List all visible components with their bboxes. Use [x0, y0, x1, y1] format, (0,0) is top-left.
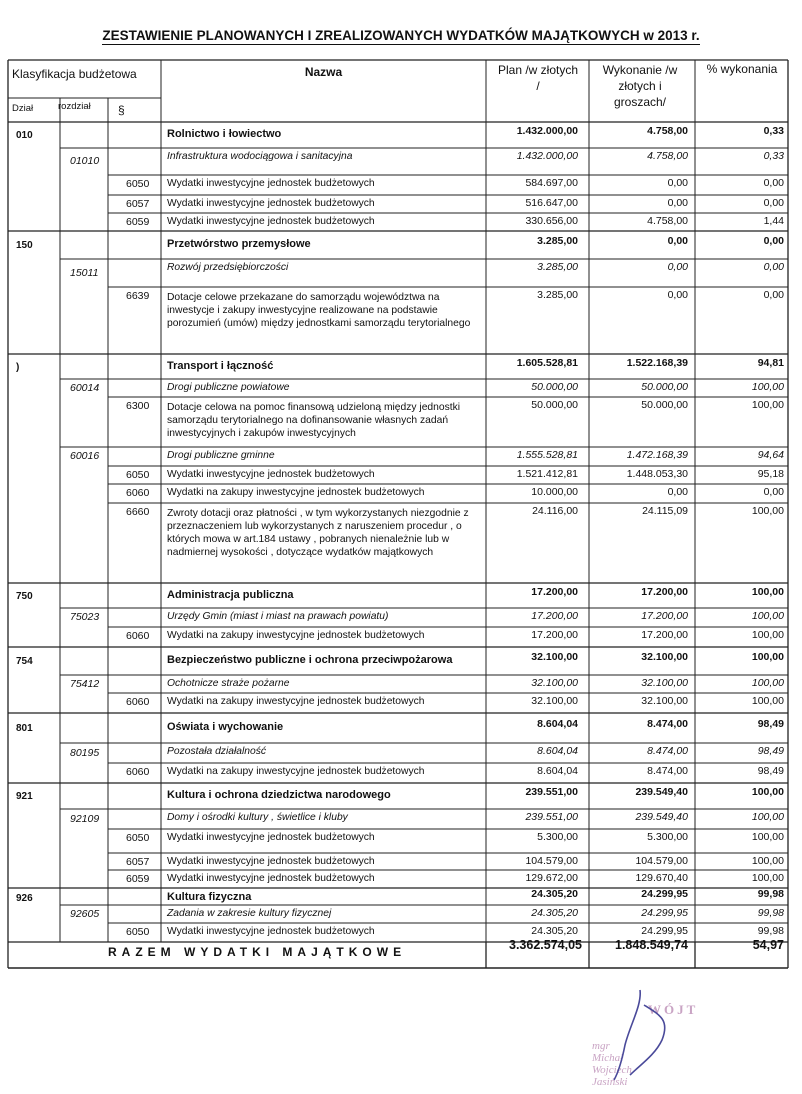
row-plan: 17.200,00	[531, 585, 578, 598]
row-plan: 17.200,00	[531, 629, 578, 641]
row-nazwa: Wydatki inwestycyjne jednostek budżetowych	[167, 856, 375, 867]
row-wykonanie: 0,00	[667, 261, 688, 273]
row-wykonanie: 1.472.168,39	[626, 449, 688, 461]
handwritten-signature	[600, 985, 680, 1085]
row-rozdzial: 92605	[70, 907, 100, 920]
signature-name: mgr Michał Wojciech Jasiński	[592, 1040, 632, 1088]
row-paragraf: 6660	[126, 506, 150, 518]
row-procent: 0,33	[763, 150, 784, 162]
row-plan: 129.672,00	[525, 872, 578, 884]
row-wykonanie: 104.579,00	[635, 855, 688, 867]
row-procent: 100,00	[751, 381, 784, 393]
row-nazwa: Kultura i ochrona dziedzictwa narodowego	[167, 789, 391, 801]
row-procent: 99,98	[757, 925, 784, 937]
row-nazwa: Wydatki inwestycyjne jednostek budżetowych	[167, 178, 375, 189]
row-procent: 100,00	[751, 651, 784, 663]
row-nazwa: Rolnictwo i łowiectwo	[167, 128, 282, 140]
row-procent: 100,00	[751, 695, 784, 707]
row-paragraf: 6050	[126, 926, 150, 938]
row-rozdzial: 01010	[70, 155, 100, 167]
row-plan: 32.100,00	[531, 651, 578, 663]
row-nazwa: Wydatki na zakupy inwestycyjne jednostek budżetowych	[167, 630, 425, 641]
row-wykonanie: 17.200,00	[641, 585, 688, 598]
row-plan: 24.116,00	[532, 505, 578, 517]
row-plan: 1.555.528,81	[516, 449, 578, 461]
row-wykonanie: 4.758,00	[647, 215, 688, 227]
row-rozdzial: 75412	[70, 677, 100, 690]
document-title-text: ZESTAWIENIE PLANOWANYCH I ZREALIZOWANYCH WYDATKÓW MAJĄTKOWYCH w 2013 r.	[102, 28, 700, 43]
row-nazwa: Zwroty dotacji oraz płatności , w tym wykorzystanych niezgodnie z przeznaczeniem lub wykorzystanych z naruszeniem procedur , o których mowa w art.184 ustawy , pobranych nienależnie lub w nadmiernej wysokości , dotyczące wydatków majątkowych	[167, 508, 469, 558]
row-nazwa: Transport i łączność	[167, 359, 274, 372]
row-procent: 100,00	[751, 677, 784, 689]
row-dzial: 921	[16, 791, 33, 802]
row-paragraf: 6050	[126, 178, 150, 190]
row-wykonanie: 50.000,00	[641, 399, 688, 411]
row-nazwa: Kultura fizyczna	[167, 891, 252, 903]
row-plan: 8.604,04	[537, 765, 578, 777]
row-paragraf: 6057	[126, 198, 150, 210]
row-paragraf: 6639	[126, 290, 150, 302]
row-plan: 330.656,00	[525, 215, 578, 227]
header-plan: Plan /w złotych /	[497, 63, 579, 93]
row-procent: 94,81	[757, 356, 784, 369]
row-nazwa: Wydatki inwestycyjne jednostek budżetowych	[167, 873, 375, 884]
row-wykonanie: 4.758,00	[647, 150, 688, 162]
row-paragraf: 6050	[126, 832, 150, 844]
row-nazwa: Wydatki inwestycyjne jednostek budżetowych	[167, 216, 375, 227]
row-dzial: 010	[16, 130, 33, 141]
row-plan: 8.604,04	[537, 745, 578, 757]
row-wykonanie: 8.474,00	[647, 765, 688, 777]
row-plan: 8.604,04	[537, 718, 578, 730]
row-procent: 99,98	[757, 907, 784, 919]
row-wykonanie: 239.549,40	[635, 811, 688, 823]
row-nazwa: Wydatki inwestycyjne jednostek budżetowych	[167, 832, 375, 843]
row-paragraf: 6060	[126, 487, 150, 499]
row-nazwa: Domy i ośrodki kultury , świetlice i kluby	[167, 812, 348, 823]
row-plan: 32.100,00	[531, 677, 578, 689]
row-plan: 516.647,00	[525, 197, 578, 209]
row-procent: 94,64	[757, 449, 784, 461]
row-procent: 98,49	[757, 745, 784, 757]
row-wykonanie: 129.670,40	[635, 872, 688, 884]
row-paragraf: 6060	[126, 630, 150, 642]
row-dzial: 754	[16, 656, 33, 667]
header-nazwa: Nazwa	[304, 65, 343, 79]
row-plan: 1.521.412,81	[516, 468, 578, 480]
row-paragraf: 6059	[126, 216, 150, 228]
row-wykonanie: 24.299,95	[641, 907, 688, 919]
row-plan: 50.000,00	[531, 399, 578, 411]
row-procent: 95,18	[757, 468, 784, 480]
row-plan: 3.285,00	[537, 235, 578, 247]
row-wykonanie: 1.448.053,30	[626, 468, 688, 480]
row-plan: 24.305,20	[531, 888, 578, 900]
row-wykonanie: 0,00	[667, 177, 688, 189]
row-wykonanie: 24.115,09	[642, 505, 688, 517]
row-rozdzial: 60016	[70, 450, 100, 462]
row-wykonanie: 8.474,00	[647, 718, 688, 730]
row-wykonanie: 24.299,95	[641, 888, 688, 900]
row-plan: 1.605.528,81	[516, 356, 578, 369]
header-klasyfikacja: Klasyfikacja budżetowa	[12, 67, 137, 81]
row-dzial: 926	[16, 893, 33, 904]
row-wykonanie: 17.200,00	[641, 610, 688, 622]
row-nazwa: Infrastruktura wodociągowa i sanitacyjna	[167, 151, 353, 162]
row-procent: 0,33	[763, 125, 784, 137]
row-procent: 100,00	[751, 585, 784, 598]
signature-role: WÓJT	[648, 1002, 699, 1017]
row-procent: 99,98	[757, 888, 784, 900]
row-rozdzial: 15011	[70, 266, 99, 279]
row-plan: 5.300,00	[537, 831, 578, 843]
total-plan: 3.362.574,05	[509, 938, 582, 952]
row-procent: 100,00	[751, 399, 784, 411]
row-wykonanie: 32.100,00	[641, 651, 688, 663]
row-dzial: )	[16, 361, 20, 373]
header-paragraf: §	[118, 103, 125, 117]
row-nazwa: Ochotnicze straże pożarne	[167, 678, 290, 689]
row-plan: 3.285,00	[537, 261, 578, 273]
row-wykonanie: 0,00	[667, 289, 688, 301]
row-rozdzial: 92109	[70, 812, 100, 825]
row-procent: 100,00	[751, 855, 784, 867]
row-plan: 50.000,00	[531, 381, 578, 393]
row-plan: 3.285,00	[537, 289, 578, 301]
row-wykonanie: 1.522.168,39	[626, 356, 688, 369]
row-nazwa: Drogi publiczne gminne	[167, 450, 275, 461]
header-wykonanie: Wykonanie /w złotych i groszach/	[602, 63, 678, 109]
row-nazwa: Wydatki inwestycyjne jednostek budżetowych	[167, 926, 375, 937]
row-nazwa: Dotacje celowa na pomoc finansową udzieloną między jednostki samorządu terytorialnego na dofinansowanie własnych zadań inwestycyjnych i zakupów inwestycyjnych	[167, 402, 461, 439]
row-wykonanie: 8.474,00	[647, 745, 688, 757]
row-wykonanie: 0,00	[667, 197, 688, 209]
row-procent: 100,00	[751, 831, 784, 843]
total-wykonanie: 1.848.549,74	[615, 938, 688, 952]
row-nazwa: Oświata i wychowanie	[167, 721, 284, 733]
row-plan: 1.432.000,00	[516, 150, 578, 162]
header-procent: % wykonania	[706, 62, 778, 76]
row-nazwa: Zadania w zakresie kultury fizycznej	[167, 908, 332, 919]
row-nazwa: Rozwój przedsiębiorczości	[167, 262, 289, 273]
row-procent: 100,00	[751, 872, 784, 884]
row-dzial: 150	[16, 240, 33, 251]
header-dzial: Dział	[12, 103, 34, 114]
row-wykonanie: 32.100,00	[641, 677, 688, 689]
row-nazwa: Dotacje celowe przekazane do samorządu województwa na inwestycje i zakupy inwestycyjne realizowane na podstawie porozumień (umów) między jednostkami samorządu terytorialnego	[167, 292, 471, 329]
row-wykonanie: 0,00	[667, 486, 688, 498]
row-plan: 239.551,00	[525, 811, 578, 823]
row-nazwa: Wydatki na zakupy inwestycyjne jednostek budżetowych	[167, 696, 425, 707]
row-nazwa: Wydatki na zakupy inwestycyjne jednostek budżetowych	[167, 487, 425, 498]
row-plan: 32.100,00	[531, 695, 578, 707]
row-wykonanie: 32.100,00	[641, 695, 688, 707]
row-wykonanie: 24.299,95	[641, 925, 688, 937]
row-paragraf: 6060	[126, 696, 150, 708]
row-rozdzial: 60014	[70, 381, 100, 394]
row-procent: 100,00	[751, 786, 784, 798]
row-nazwa: Przetwórstwo przemysłowe	[167, 238, 311, 250]
row-wykonanie: 17.200,00	[641, 629, 688, 641]
row-paragraf: 6300	[126, 400, 150, 412]
row-plan: 104.579,00	[525, 855, 578, 867]
row-plan: 584.697,00	[525, 177, 578, 189]
row-nazwa: Urzędy Gmin (miast i miast na prawach powiatu)	[167, 611, 389, 622]
row-procent: 0,00	[763, 289, 784, 301]
row-plan: 17.200,00	[531, 610, 578, 622]
row-nazwa: Administracja publiczna	[167, 588, 294, 601]
row-wykonanie: 239.549,40	[635, 786, 688, 798]
row-procent: 100,00	[751, 811, 784, 823]
row-nazwa: Wydatki inwestycyjne jednostek budżetowych	[167, 198, 375, 209]
row-procent: 0,00	[763, 261, 784, 273]
row-procent: 0,00	[763, 177, 784, 189]
row-dzial: 750	[16, 590, 33, 602]
row-plan: 24.305,20	[531, 925, 578, 937]
row-wykonanie: 0,00	[667, 235, 688, 247]
total-label: RAZEM WYDATKI MAJĄTKOWE	[108, 945, 407, 959]
row-plan: 1.432.000,00	[516, 125, 578, 137]
row-procent: 0,00	[763, 235, 784, 247]
row-procent: 100,00	[751, 505, 784, 517]
row-procent: 98,49	[757, 718, 784, 730]
header-rozdzial: rozdział	[58, 101, 91, 112]
row-nazwa: Wydatki inwestycyjne jednostek budżetowych	[167, 469, 375, 480]
row-nazwa: Wydatki na zakupy inwestycyjne jednostek budżetowych	[167, 766, 425, 777]
row-procent: 0,00	[763, 197, 784, 209]
row-paragraf: 6057	[126, 856, 150, 868]
row-paragraf: 6059	[126, 873, 150, 885]
row-procent: 100,00	[751, 629, 784, 641]
row-dzial: 801	[16, 723, 33, 734]
row-procent: 98,49	[757, 765, 784, 777]
row-rozdzial: 75023	[70, 611, 100, 623]
row-plan: 239.551,00	[525, 786, 578, 798]
row-wykonanie: 50.000,00	[641, 381, 688, 393]
row-wykonanie: 4.758,00	[647, 125, 688, 137]
row-paragraf: 6060	[126, 766, 150, 778]
row-procent: 0,00	[763, 486, 784, 498]
row-plan: 10.000,00	[531, 486, 578, 498]
row-procent: 1,44	[763, 215, 784, 227]
total-procent: 54,97	[752, 938, 784, 952]
row-nazwa: Pozostała działalność	[167, 746, 267, 757]
row-rozdzial: 80195	[70, 746, 100, 759]
row-paragraf: 6050	[126, 469, 150, 481]
row-nazwa: Drogi publiczne powiatowe	[167, 382, 290, 393]
row-procent: 100,00	[751, 610, 784, 622]
row-wykonanie: 5.300,00	[647, 831, 688, 843]
row-nazwa: Bezpieczeństwo publiczne i ochrona przeciwpożarowa	[167, 654, 453, 666]
row-plan: 24.305,20	[531, 907, 578, 919]
